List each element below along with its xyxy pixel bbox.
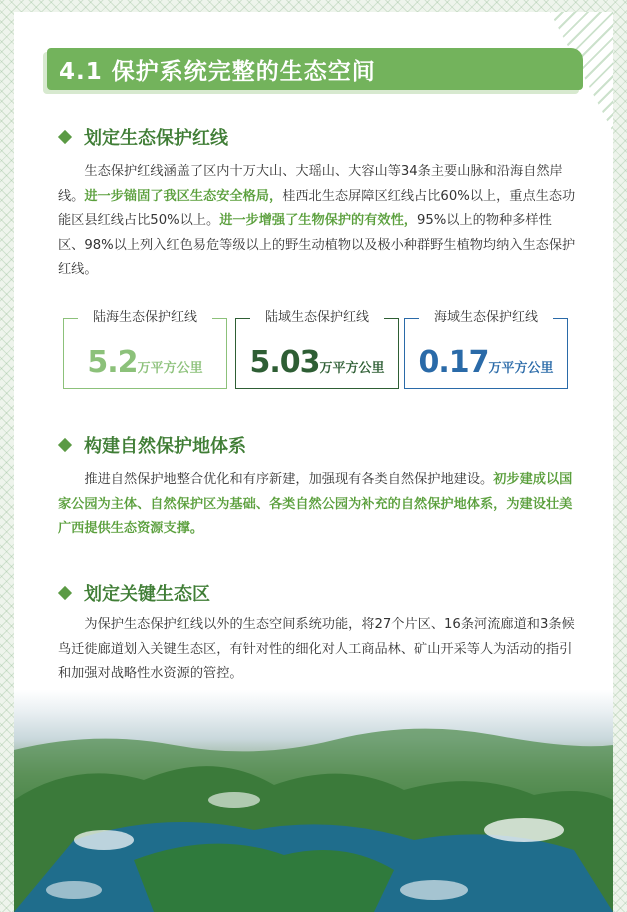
section-heading-text: 划定生态保护红线 [84,128,228,149]
stat-value: 5.2 [87,345,138,380]
stat-box-land [235,310,399,389]
diamond-bullet-icon [58,586,72,600]
landscape-illustration [14,690,613,912]
stat-unit: 万平方公里 [137,361,203,376]
landscape-photo [14,690,613,912]
section-heading-2 [58,432,246,458]
section-heading-text: 划定关键生态区 [84,584,210,605]
section3-paragraph: 为保护生态保护红线以外的生态空间系统功能，将27个片区、16条河流廊道和3条候鸟迁徙廊道划入关键生态区，有针对性的细化对人工商品林、矿山开采等人为活动的指引和加强对战略性水资源的管控。 [58,617,575,681]
stat-box-land-sea [63,310,227,389]
stat-value: 0.17 [418,345,489,380]
section-heading-text: 构建自然保护地体系 [84,436,246,457]
stat-value: 5.03 [249,345,320,380]
section-title-bar [47,48,583,90]
page-title: 4.1 保护系统完整的生态空间 [59,58,376,85]
section2-paragraph: 推进自然保护地整合优化和有序新建，加强现有各类自然保护地建设。初步建成以国家公园为主体、自然保护区为基础、各类自然公园为补充的自然保护地体系，为建设壮美广西提供生态资源支撑。 [58,472,573,536]
diamond-bullet-icon [58,130,72,144]
stat-box-sea [404,310,568,389]
stat-unit: 万平方公里 [488,361,554,376]
stat-label: 陆域生态保护红线 [259,310,375,325]
stat-label: 陆海生态保护红线 [87,310,203,325]
section1-paragraph: 生态保护红线涵盖了区内十万大山、大瑶山、大容山等34条主要山脉和沿海自然岸线。进一步锚固了我区生态安全格局，桂西北生态屏障区红线占比60%以上，重点生态功能区县红线占比50%以上。进一步增强了生物保护的有效性，95%以上的物种多样性区、98%以上列入红色易危等级以上的野生动植物以及极小种群野生植物均纳入生态保护红线。 [58,164,576,277]
section-heading-3 [58,580,210,606]
section-heading-1 [58,124,228,150]
stat-label: 海域生态保护红线 [428,310,544,325]
diamond-bullet-icon [58,438,72,452]
stat-unit: 万平方公里 [319,361,385,376]
